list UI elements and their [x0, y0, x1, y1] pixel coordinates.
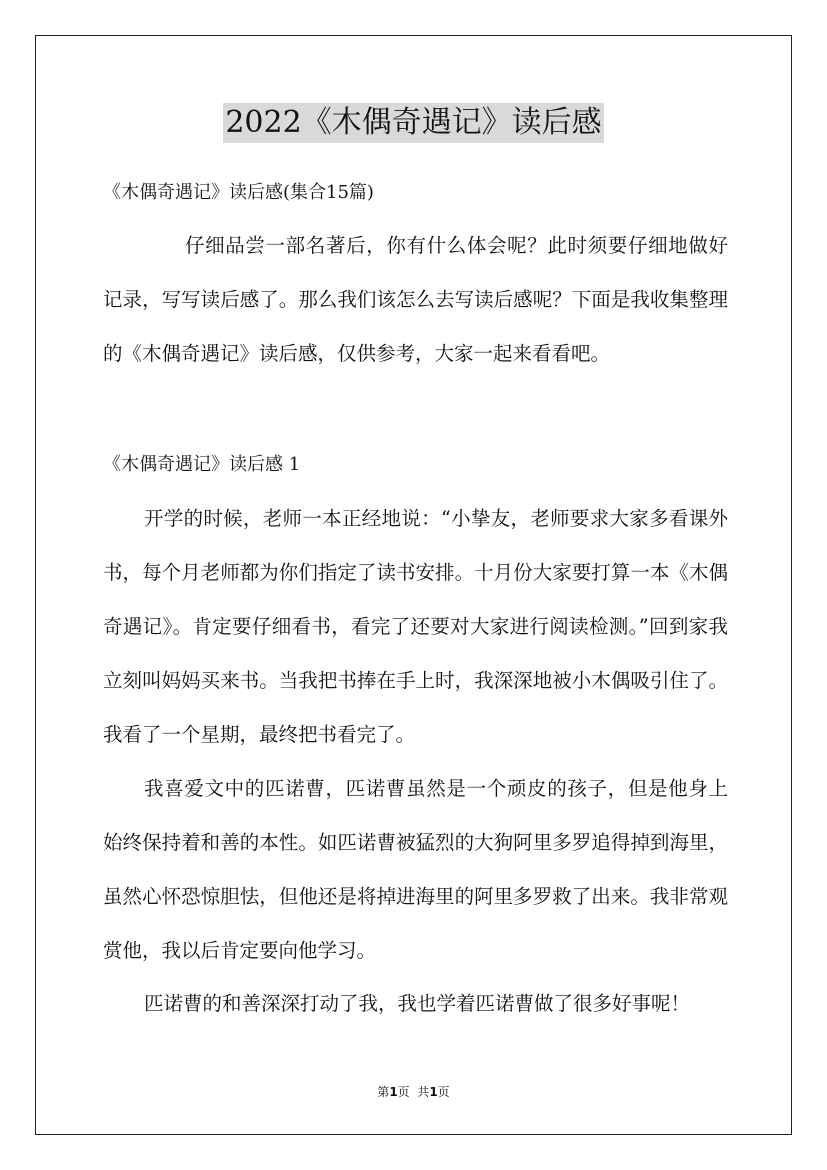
body-paragraph-1: 开学的时候，老师一本正经地说：“小挚友，老师要求大家多看课外书，每个月老师都为你们指定了读书安排。十月份大家要打算一本《木偶奇遇记》。肯定要仔细看书，看完了还要对大家进行阅读检测。”回到家我立刻叫妈妈买来书。当我把书捧在手上时，我深深地被小木偶吸引住了。我看了一个星期，最终把书看完了。: [103, 507, 728, 746]
body-paragraph-3: 匹诺曹的和善深深打动了我，我也学着匹诺曹做了很多好事呢！: [144, 992, 691, 1015]
body-paragraph-2: 我喜爱文中的匹诺曹，匹诺曹虽然是一个顽皮的孩子，但是他身上始终保持着和善的本性。如匹诺曹被猛烈的大狗阿里多罗追得掉到海里，虽然心怀恐惊胆怯，但他还是将掉进海里的阿里多罗救了出来。我非常观赏他，我以后肯定要向他学习。: [103, 777, 728, 962]
footer-suffix: 页: [437, 1085, 450, 1099]
page-footer: [0, 1084, 827, 1100]
section-heading: 《木偶奇遇记》读后感 1: [103, 454, 301, 475]
footer-page-total: 1: [429, 1085, 438, 1099]
footer-prefix: 第: [377, 1085, 390, 1099]
document-title: 2022《木偶奇遇记》读后感: [223, 103, 603, 143]
document-subtitle: 《木偶奇遇记》读后感(集合15篇): [103, 182, 374, 203]
footer-mid: 页 共: [397, 1085, 430, 1099]
title-container: [0, 103, 827, 143]
footer-page-current: 1: [389, 1085, 398, 1099]
intro-paragraph: 仔细品尝一部名著后，你有什么体会呢？此时须要仔细地做好记录，写写读后感了。那么我们该怎么去写读后感呢？下面是我收集整理的《木偶奇遇记》读后感，仅供参考，大家一起来看看吧。: [103, 234, 728, 365]
